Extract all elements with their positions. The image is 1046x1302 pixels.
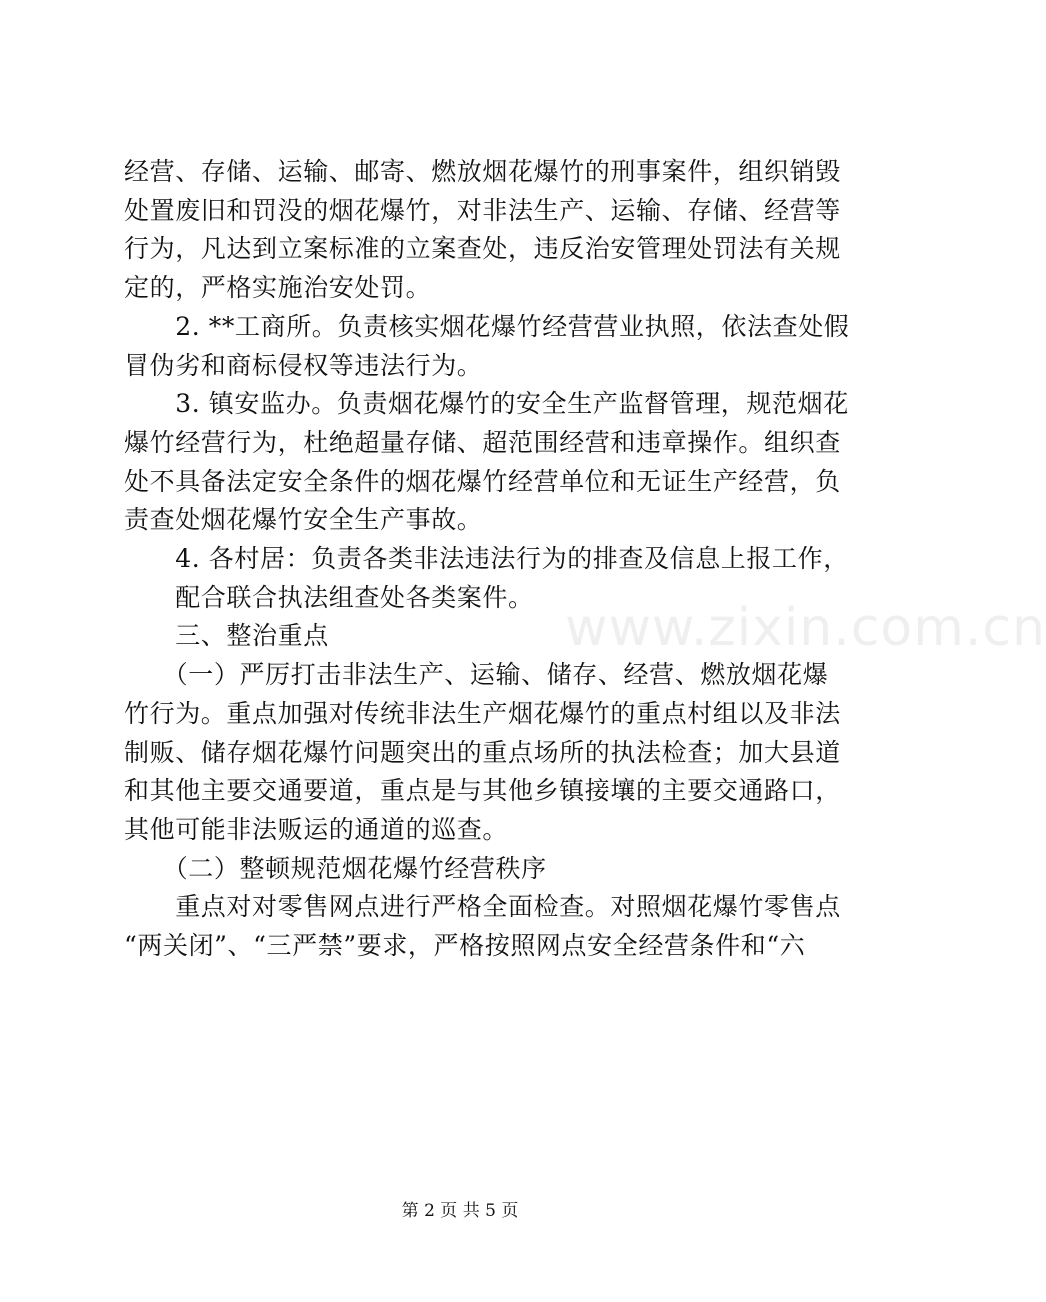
body-line-5: 2. **工商所。负责核实烟花爆竹经营营业执照，依法查处假 xyxy=(124,311,850,341)
body-line-3: 行为，凡达到立案标准的立案查处，违反治安管理处罚法有关规 xyxy=(124,234,841,264)
body-line-15: 竹行为。重点加强对传统非法生产烟花爆竹的重点村组以及非法 xyxy=(124,698,841,728)
body-line-10: 责查处烟花爆竹安全生产事故。 xyxy=(124,505,483,535)
body-line-9: 处不具备法定安全条件的烟花爆竹经营单位和无证生产经营，负 xyxy=(124,466,841,496)
body-line-20: 重点对对零售网点进行严格全面检查。对照烟花爆竹零售点 xyxy=(124,892,841,922)
body-line-17: 和其他主要交通要道，重点是与其他乡镇接壤的主要交通路口， xyxy=(124,776,841,806)
body-line-11: 4. 各村居：负责各类非法违法行为的排查及信息上报工作， xyxy=(124,544,849,574)
document-body xyxy=(124,153,850,966)
body-line-16: 制贩、储存烟花爆竹问题突出的重点场所的执法检查；加大县道 xyxy=(124,737,841,767)
body-line-7: 3. 镇安监办。负责烟花爆竹的安全生产监督管理，规范烟花 xyxy=(124,389,849,419)
body-line-14: （一）严厉打击非法生产、运输、储存、经营、燃放烟花爆 xyxy=(124,660,829,690)
body-line-1: 经营、存储、运输、邮寄、燃放烟花爆竹的刑事案件，组织销毁 xyxy=(124,157,841,186)
body-line-6: 冒伪劣和商标侵权等违法行为。 xyxy=(124,350,483,380)
body-line-21: “两关闭”、“三严禁”要求，严格按照网点安全经营条件和“六 xyxy=(124,931,806,961)
body-line-8: 爆竹经营行为，杜绝超量存储、超范围经营和违章操作。组织查 xyxy=(124,427,841,457)
watermark: www.zixin.com.cn xyxy=(565,598,1046,658)
subsection-heading: （二）整顿规范烟花爆竹经营秩序 xyxy=(124,853,547,883)
body-line-18: 其他可能非法贩运的通道的巡查。 xyxy=(124,814,509,844)
section-heading: 三、整治重点 xyxy=(124,621,329,651)
page-footer: 第 2 页 共 5 页 xyxy=(401,1201,519,1221)
body-line-12: 配合联合执法组查处各类案件。 xyxy=(124,582,534,612)
body-line-4: 定的，严格实施治安处罚。 xyxy=(124,273,432,303)
body-line-2: 处置废旧和罚没的烟花爆竹，对非法生产、运输、存储、经营等 xyxy=(124,195,841,225)
